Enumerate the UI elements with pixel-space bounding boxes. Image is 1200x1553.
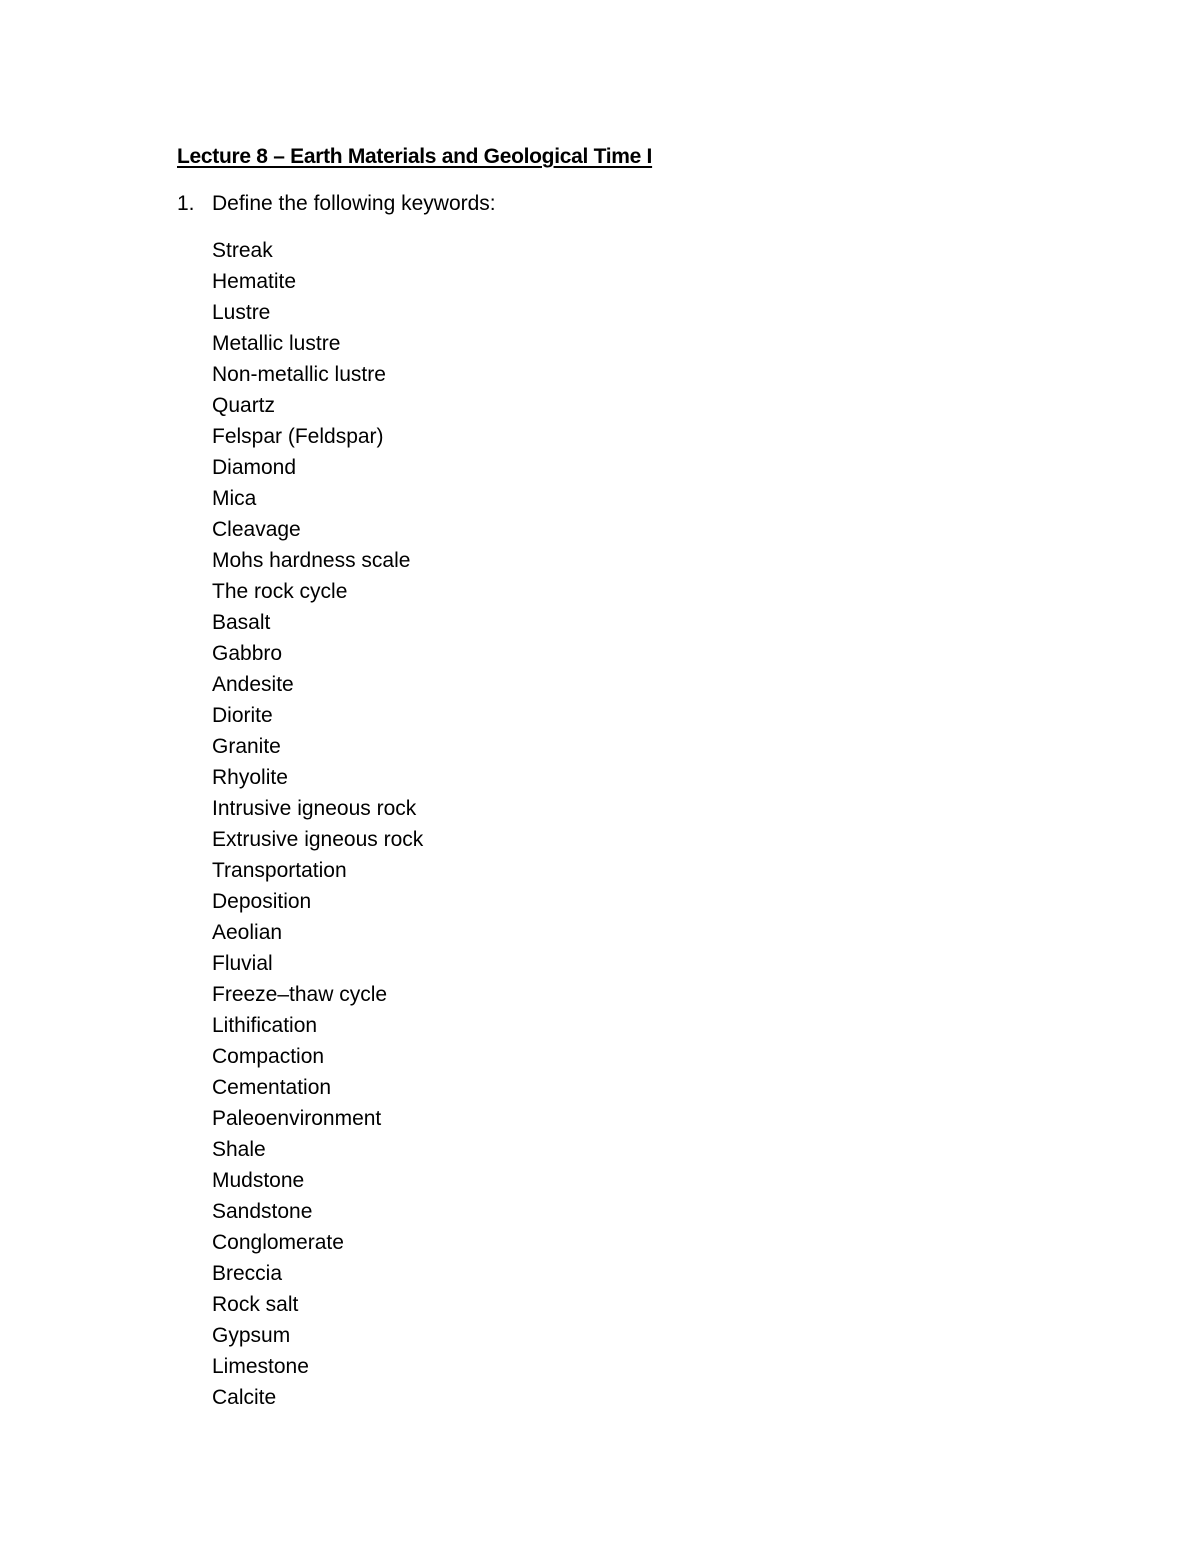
keyword-item: Hematite (212, 270, 297, 293)
keyword-item: Conglomerate (212, 1231, 344, 1254)
keyword-item: Diorite (212, 704, 273, 727)
keyword-item: The rock cycle (212, 580, 348, 603)
keyword-item: Mohs hardness scale (212, 549, 411, 572)
question-number: 1. (177, 192, 195, 215)
keyword-item: Quartz (212, 394, 276, 417)
keyword-item: Fluvial (212, 952, 273, 975)
keyword-item: Gypsum (212, 1324, 291, 1347)
keyword-item: Diamond (212, 456, 297, 479)
keyword-item: Rhyolite (212, 766, 288, 789)
keyword-item: Cleavage (212, 518, 301, 541)
keyword-item: Aeolian (212, 921, 283, 944)
keyword-item: Extrusive igneous rock (212, 828, 424, 851)
keyword-item: Transportation (212, 859, 347, 882)
keyword-item: Intrusive igneous rock (212, 797, 417, 820)
keyword-item: Breccia (212, 1262, 283, 1285)
page-title: Lecture 8 – Earth Materials and Geological Time I (177, 145, 653, 168)
keyword-item: Rock salt (212, 1293, 299, 1316)
keyword-item: Andesite (212, 673, 294, 696)
keyword-item: Deposition (212, 890, 312, 913)
keyword-item: Compaction (212, 1045, 325, 1068)
keyword-item: Cementation (212, 1076, 332, 1099)
keyword-item: Mudstone (212, 1169, 305, 1192)
keyword-item: Gabbro (212, 642, 283, 665)
question-1 (177, 190, 496, 218)
keyword-item: Shale (212, 1138, 266, 1161)
keyword-item: Lithification (212, 1014, 318, 1037)
keyword-item: Limestone (212, 1355, 309, 1378)
keyword-item: Paleoenvironment (212, 1107, 382, 1130)
keyword-item: Lustre (212, 301, 271, 324)
question-prompt: Define the following keywords: (212, 192, 496, 215)
keyword-item: Calcite (212, 1386, 277, 1409)
keyword-item: Mica (212, 487, 257, 510)
keyword-item: Streak (212, 239, 273, 262)
keyword-item: Felspar (Feldspar) (212, 425, 384, 448)
keyword-item: Granite (212, 735, 281, 758)
keyword-item: Non-metallic lustre (212, 363, 386, 386)
keyword-item: Freeze–thaw cycle (212, 983, 388, 1006)
keyword-list (212, 235, 423, 1413)
keyword-item: Basalt (212, 611, 271, 634)
keyword-item: Sandstone (212, 1200, 313, 1223)
keyword-item: Metallic lustre (212, 332, 341, 355)
